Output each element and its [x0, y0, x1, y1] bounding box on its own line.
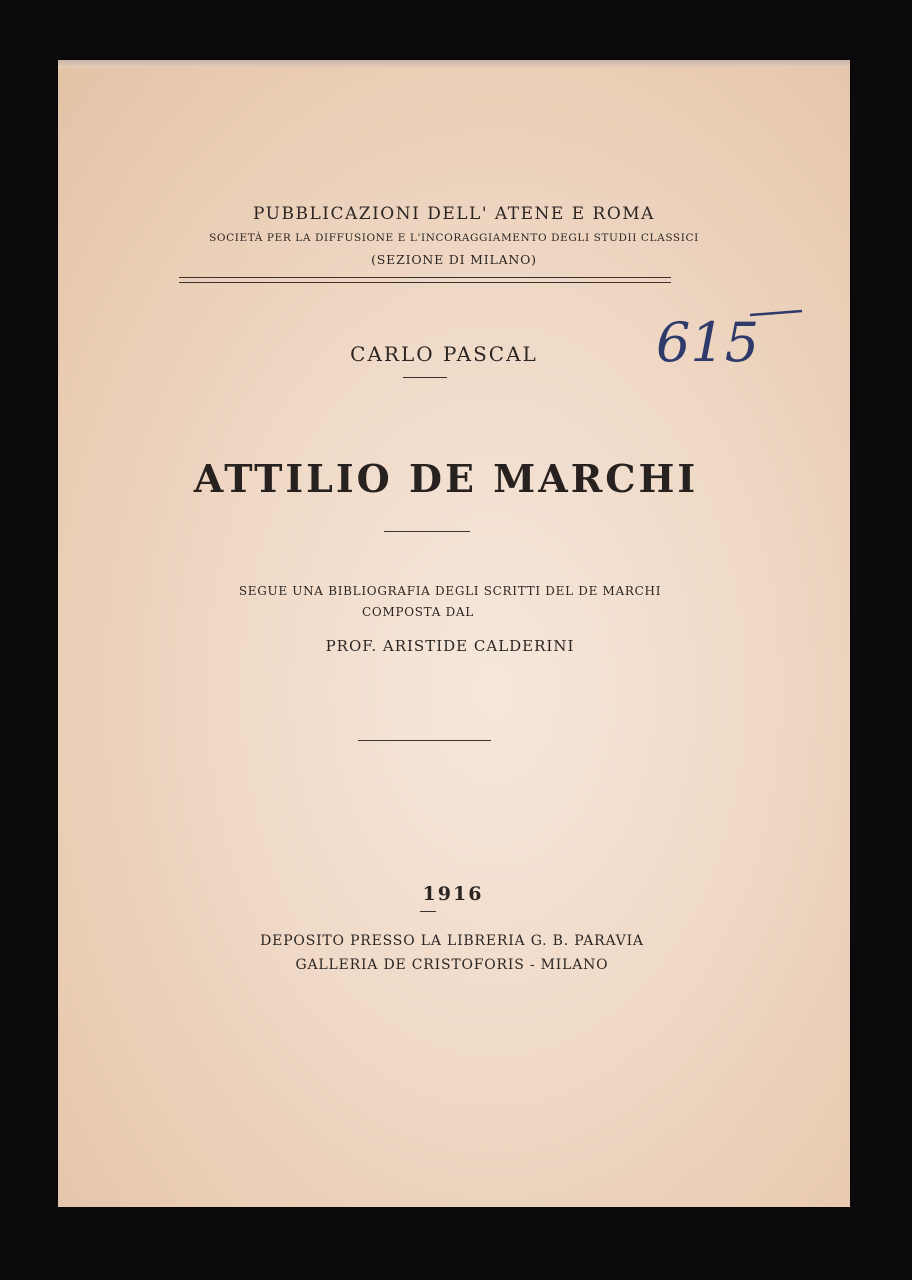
publication-year: 1916: [422, 883, 484, 905]
series-title: PUBBLICAZIONI DELL' ATENE E ROMA: [253, 204, 655, 224]
section-name: (SEZIONE DI MILANO): [371, 252, 537, 267]
subtitle-line-1: SEGUE UNA BIBLIOGRAFIA DEGLI SCRITTI DEL DE MARCHI: [238, 584, 662, 598]
book-cover: [58, 60, 850, 1207]
subtitle-divider: [358, 740, 491, 741]
subtitle-line-2: COMPOSTA DAL: [362, 605, 474, 619]
author-divider: [403, 377, 447, 378]
book-title: ATTILIO DE MARCHI: [193, 456, 699, 501]
title-divider: [384, 531, 470, 532]
double-rule-divider: [179, 277, 671, 283]
publisher-line-1: DEPOSITO PRESSO LA LIBRERIA G. B. PARAVIA: [260, 933, 644, 949]
society-name: SOCIETÀ PER LA DIFFUSIONE E L'INCORAGGIAMENTO DEGLI STUDII CLASSICI: [209, 232, 699, 244]
author-name: CARLO PASCAL: [350, 342, 538, 366]
handwritten-number-text: 615: [656, 311, 760, 371]
year-divider: [420, 911, 436, 912]
contributor-name: PROF. ARISTIDE CALDERINI: [325, 637, 575, 655]
publisher-line-2: GALLERIA DE CRISTOFORIS - MILANO: [295, 957, 609, 973]
